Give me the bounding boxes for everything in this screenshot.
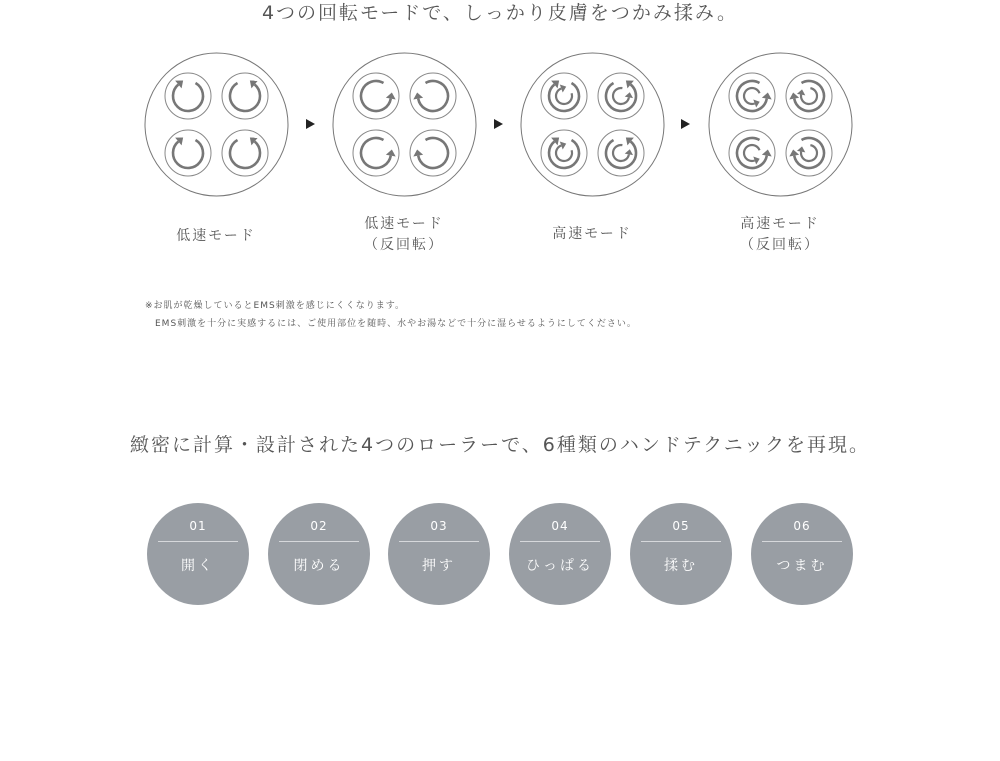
- next-arrow-icon: [494, 119, 503, 129]
- next-arrow-icon: [306, 119, 315, 129]
- technique-divider: [399, 541, 479, 542]
- technique-number: 06: [793, 519, 811, 533]
- mode-label-line2: （反回転）: [740, 237, 820, 253]
- technique-number: 04: [551, 519, 569, 533]
- mode-label-line1: 低速モード: [176, 228, 256, 244]
- rotation-arrow-icon: [418, 138, 448, 168]
- roller-group-icon: [144, 52, 289, 197]
- technique-divider: [158, 541, 238, 542]
- mode-diagram-low-speed-reverse: [332, 52, 477, 197]
- technique-badge-pinch: [751, 503, 853, 605]
- mode-label: [512, 224, 672, 245]
- next-arrow-icon: [681, 119, 690, 129]
- mode-label-line1: 高速モード: [552, 226, 632, 242]
- rotation-arrow-icon: [556, 145, 572, 161]
- technique-name: 揉む: [664, 558, 698, 574]
- technique-name: つまむ: [776, 558, 828, 574]
- arrowhead-icon: [625, 149, 633, 155]
- arrowhead-icon: [413, 149, 423, 156]
- rotation-arrow-icon: [737, 81, 767, 111]
- roller-group-icon: [332, 52, 477, 197]
- mode-label-line2: （反回転）: [364, 237, 444, 253]
- technique-divider: [520, 541, 600, 542]
- rotation-arrow-icon: [737, 138, 767, 168]
- mode-label-line1: 低速モード: [364, 216, 444, 232]
- technique-name: 閉める: [293, 558, 345, 574]
- technique-divider: [279, 541, 359, 542]
- mode-diagram-high-speed-reverse: [708, 52, 853, 197]
- rotation-arrow-icon: [418, 81, 448, 111]
- headline-rotation-modes: 4つの回転モードで、しっかり皮膚をつかみ揉み。: [261, 2, 739, 24]
- mode-diagram-high-speed: [520, 52, 665, 197]
- ems-note-line2: EMS刺激を十分に実感するには、ご使用部位を随時、水やお湯などで十分に湿らせるようにしてください。: [155, 319, 637, 329]
- rotation-arrow-icon: [173, 83, 203, 111]
- rotation-arrow-icon: [361, 138, 391, 168]
- roller-group-icon: [520, 52, 665, 197]
- technique-name: 押す: [422, 558, 456, 574]
- mode-label-line1: 高速モード: [740, 216, 820, 232]
- technique-divider: [762, 541, 842, 542]
- technique-badge-pull: [509, 503, 611, 605]
- arrowhead-icon: [413, 92, 423, 99]
- technique-name: 開く: [181, 558, 215, 574]
- technique-badge-press: [388, 503, 490, 605]
- arrowhead-icon: [625, 92, 633, 98]
- rotation-arrow-icon: [230, 140, 260, 168]
- rotation-arrow-icon: [801, 145, 817, 161]
- technique-number: 03: [430, 519, 448, 533]
- technique-badge-open: [147, 503, 249, 605]
- rotation-arrow-icon: [794, 138, 824, 168]
- rotation-arrow-icon: [173, 140, 203, 168]
- rotation-arrow-icon: [794, 81, 824, 111]
- technique-number: 01: [189, 519, 207, 533]
- technique-number: 02: [310, 519, 328, 533]
- roller-group-icon: [708, 52, 853, 197]
- ems-note-line1: ※お肌が乾燥しているとEMS刺激を感じにくくなります。: [145, 301, 405, 311]
- arrowhead-icon: [762, 92, 772, 99]
- technique-name: ひっぱる: [526, 558, 594, 574]
- headline-hand-techniques: 緻密に計算・設計された4つのローラーで、6種類のハンドテクニックを再現。: [130, 434, 870, 456]
- mode-label: [700, 214, 860, 256]
- arrowhead-icon: [386, 149, 396, 156]
- technique-badge-close: [268, 503, 370, 605]
- mode-diagram-low-speed: [144, 52, 289, 197]
- arrowhead-icon: [386, 92, 396, 99]
- mode-label: [136, 226, 296, 247]
- technique-number: 05: [672, 519, 690, 533]
- arrowhead-icon: [797, 146, 805, 152]
- rotation-arrow-icon: [361, 81, 391, 111]
- rotation-arrow-icon: [801, 88, 817, 104]
- mode-label: [324, 214, 484, 256]
- technique-divider: [641, 541, 721, 542]
- rotation-arrow-icon: [556, 88, 572, 104]
- technique-badge-knead: [630, 503, 732, 605]
- arrowhead-icon: [762, 149, 772, 156]
- rotation-arrow-icon: [230, 83, 260, 111]
- arrowhead-icon: [797, 89, 805, 95]
